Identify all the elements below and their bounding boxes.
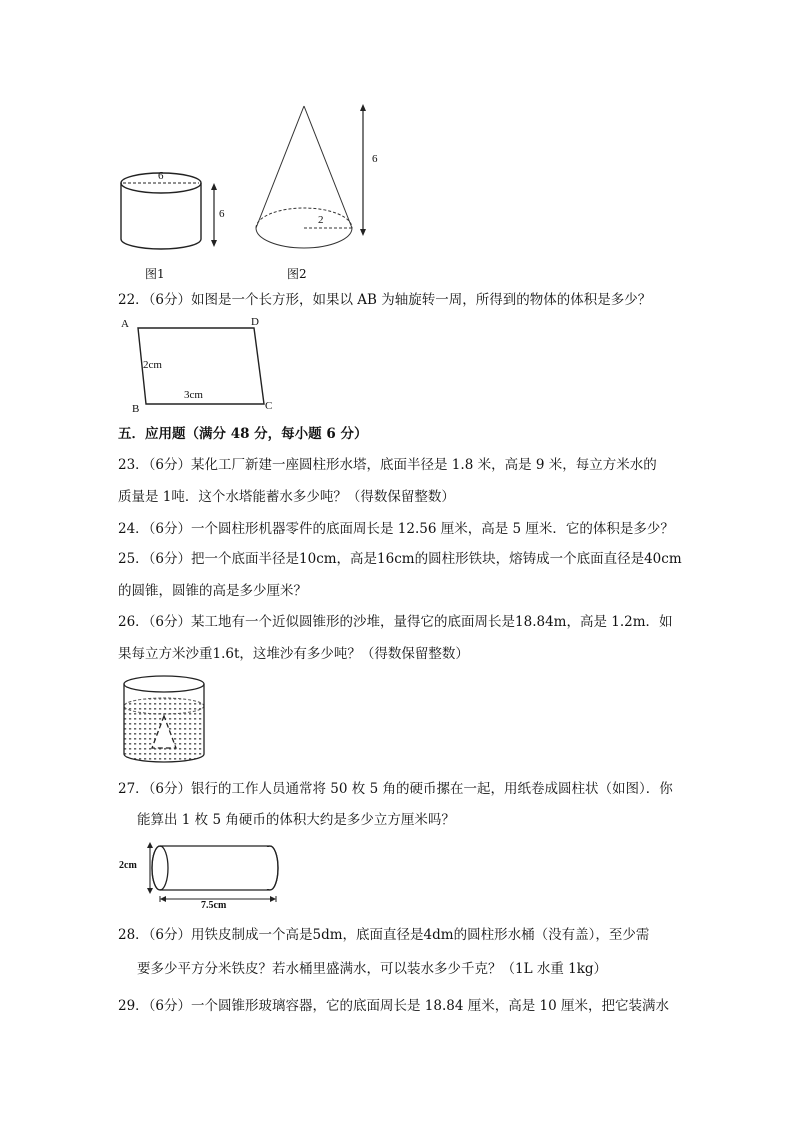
question-29-line1: 29．（6分）一个圆锥形玻璃容器，它的底面周长是 18.84 厘米，高是 10 厘米，把它装满水 xyxy=(118,998,670,1014)
coin-roll-height-label: 2cm xyxy=(119,860,137,871)
cylinder-height-label: 6 xyxy=(219,208,225,220)
question-24: 24．（6分）一个圆柱形机器零件的底面周长是 12.56 厘米，高是 5 厘米．它的体积是多少？ xyxy=(118,521,674,537)
cylinder-top-label: 6 xyxy=(158,170,164,182)
question-27-line1: 27．（6分）银行的工作人员通常将 50 枚 5 角的硬币摞在一起，用纸卷成圆柱状（如图）．你 xyxy=(118,781,673,797)
section-5-heading: 五．应用题（满分 48 分，每小题 6 分） xyxy=(118,426,368,442)
question-23-line2: 质量是 1吨．这个水塔能蓄水多少吨？（得数保留整数） xyxy=(118,489,455,505)
side-ab-label: 2cm xyxy=(143,359,162,371)
vertex-b-label: B xyxy=(132,403,140,415)
question-28-line2: 要多少平方分米铁皮？若水桶里盛满水，可以装水多少千克？（1L 水重 1kg） xyxy=(137,961,608,977)
vertex-c-label: C xyxy=(265,400,273,412)
figure2-caption: 图2 xyxy=(287,267,307,281)
question-25-line1: 25．（6分）把一个底面半径是10cm，高是16cm的圆柱形铁块，熔铸成一个底面直径是40cm xyxy=(118,551,682,567)
cylinder-figure xyxy=(116,165,226,257)
question-25-line2: 的圆锥，圆锥的高是多少厘米？ xyxy=(118,583,307,599)
question-26-line1: 26．（6分）某工地有一个近似圆锥形的沙堆，量得它的底面周长是18.84m，高是 1.2m．如 xyxy=(118,614,673,630)
question-26-line2: 果每立方米沙重1.6t，这堆沙有多少吨？（得数保留整数） xyxy=(118,646,469,662)
question-22: 22．（6分）如图是一个长方形，如果以 AB 为轴旋转一周，所得到的物体的体积是多少？ xyxy=(118,292,652,308)
coin-roll-length-label: 7.5cm xyxy=(201,900,227,911)
cone-radius-label: 2 xyxy=(318,214,324,226)
cone-figure xyxy=(250,102,390,257)
water-cylinder-figure xyxy=(118,672,210,764)
cone-height-label: 6 xyxy=(372,153,378,165)
question-23-line1: 23．（6分）某化工厂新建一座圆柱形水塔，底面半径是 1.8 米，高是 9 米，每立方米水的 xyxy=(118,457,657,473)
question-28-line1: 28．（6分）用铁皮制成一个高是5dm，底面直径是4dm的圆柱形水桶（没有盖），至少需 xyxy=(118,927,650,943)
figure1-caption: 图1 xyxy=(145,267,165,281)
side-bc-label: 3cm xyxy=(184,389,203,401)
question-27-line2: 能算出 1 枚 5 角硬币的体积大约是多少立方厘米吗？ xyxy=(137,812,455,828)
vertex-d-label: D xyxy=(251,316,259,328)
vertex-a-label: A xyxy=(121,318,129,330)
